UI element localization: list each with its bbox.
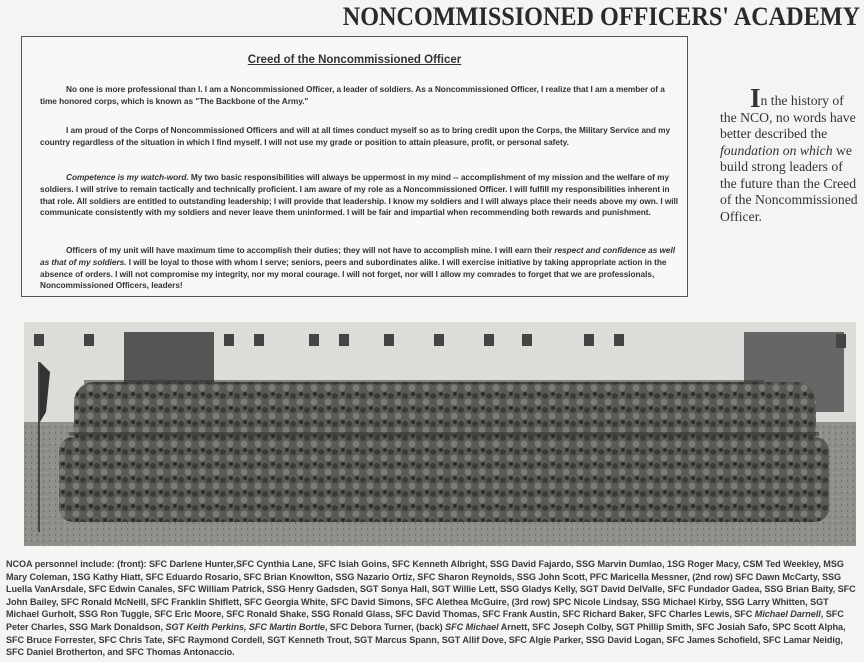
creed-paragraph-1 — [40, 84, 680, 108]
caption-part-c: , SFC Debora Turner, (back) — [324, 621, 446, 632]
caption-part-b: , SFC Peter Charles, SSG Mark Donaldson, — [6, 609, 844, 632]
group-photo — [24, 322, 856, 546]
sidebar-text-a: n the history of the NCO, no words have better described the — [720, 93, 856, 141]
drop-cap: I — [750, 83, 761, 113]
page-title: NONCOMMISSIONED OFFICERS' ACADEMY — [342, 2, 860, 31]
creed-paragraph-2 — [40, 125, 680, 149]
creed-p4-italic: respect and confidence as well as that of my soldiers. — [40, 245, 676, 267]
flag-pole — [38, 362, 40, 532]
sidebar-quote — [720, 83, 862, 225]
caption-italic-2: SGT Keith Perkins, SFC Martin Bortle — [165, 621, 325, 632]
photo-caption — [6, 558, 858, 659]
creed-p4-start: Officers of my unit will have maximum time to accomplish their duties; they will not have to accomplish mine. I will earn their — [66, 245, 555, 255]
caption-part-a: NCOA personnel include: (front): SFC Darlene Hunter,SFC Cynthia Lane, SFC Isiah Goins, SFC Kenneth Albright, SSG David Fajardo, SSG Marvin Dumlao, 1SG Roger Macy, CSM Ted Weekley, MSG Mary Coleman, 1SG Kathy Hiatt, SFC Eduardo Rosario, SFC Brian Knowlton, SSG Nazario Ortiz, SFC Sharon Reynolds, SSG John Scott, PFC Maricella Messner, (2nd row) SFC Dawn McCarty, SSG Luella VanArsdale, SFC Edwin Canales, SFC William Patrick, SSG Henry Gadsden, SGT Sonya Hall, SGT Willie Lett, SSG Gladys Kelly, SGT David DelValle, SFC Fundador Gadea, SSG Brian Baity, SFC John Bailey, SFC Ronald McNeill, SFC Franklin Shiflett, SFC Georgia White, SFC David Simons, SFC Alethea McGuire, (3rd row) SPC Nicole Lindsay, SSG Michael Kirby, SSG Larry Whitten, SGT Michael Gurholt, SSG Ron Tuggle, SFC Eric Moore, SFC Ronald Shake, SSG Ronald Glass, SFC David Thomas, SFC Frank Austin, SFC Richard Baker, SFC Charles Lewis, SFC — [6, 559, 856, 620]
creed-p2-text: I am proud of the Corps of Noncommissioned Officers and will at all times conduct myself so as to bring credit upon the Corps, the Military Service and my country regardless of the situation in which I find myself. I will not use my grade or position to attain pleasure, profit, or personal safety. — [40, 125, 671, 147]
creed-paragraph-4 — [40, 245, 680, 292]
group-photo-illustration — [24, 322, 856, 546]
creed-box — [21, 36, 688, 297]
caption-italic-3: SFC Michael — [445, 621, 499, 632]
creed-paragraph-3 — [40, 172, 680, 219]
caption-part-d: Arnett, SFC Joseph Colby, SGT Phillip Smith, SFC Josiah Safo, SPC Scott Alpha, SFC Bruce Forrester, SFC Chris Tate, SFC Raymond Cordell, SGT Kenneth Trout, SGT Marcus Spann, SGT Allif Dove, SFC Algie Parker, SSG David Logan, SFC James Schofield, SFC Lamar Neidig, SFC Daniel Brotherton, and SFC Thomas Antonaccio. — [6, 621, 846, 658]
front-row — [59, 437, 829, 522]
creed-p4-text: I will be loyal to those with whom I serve; seniors, peers and subordinates alike. I will exercise initiative by taking appropriate action in the absence of orders. I will not compromise my integrity, nor my moral courage. I will not forget, nor will I allow my comrades to forget that we are professionals, Noncommissioned Officers, leaders! — [40, 256, 667, 291]
sidebar-text-italic: foundation on which — [720, 142, 833, 158]
creed-title: Creed of the Noncommissioned Officer — [247, 54, 462, 66]
sidebar-text-b: we build strong leaders of the future than the Creed of the Noncommissioned Officer. — [720, 142, 858, 224]
creed-p1-text: No one is more professional than I. I am a Noncommissioned Officer, a leader of soldiers. As a Noncommissioned Officer, I realize that I am a member of a time honored corps, which is known as "The Backbone of the Army." — [40, 84, 665, 106]
creed-p3-italic: Competence is my watch-word. — [66, 172, 189, 182]
caption-italic-1: Michael Darnell — [754, 609, 821, 620]
creed-p3-text: My two basic responsibilities will always be uppermost in my mind -- accomplishment of my mission and the welfare of my soldiers. I will strive to remain tactically and technically proficient. I am aware of my role as a Noncommissioned Officer. I will fulfill my responsibilities inherent in that role. All soldiers are entitled to outstanding leadership; I will provide that leadership. I know my soldiers and I will always place their needs above my own. I will communicate consistently with my soldiers and never leave them uninformed. I will be fair and impartial when recommending both rewards and punishment. — [40, 172, 678, 218]
